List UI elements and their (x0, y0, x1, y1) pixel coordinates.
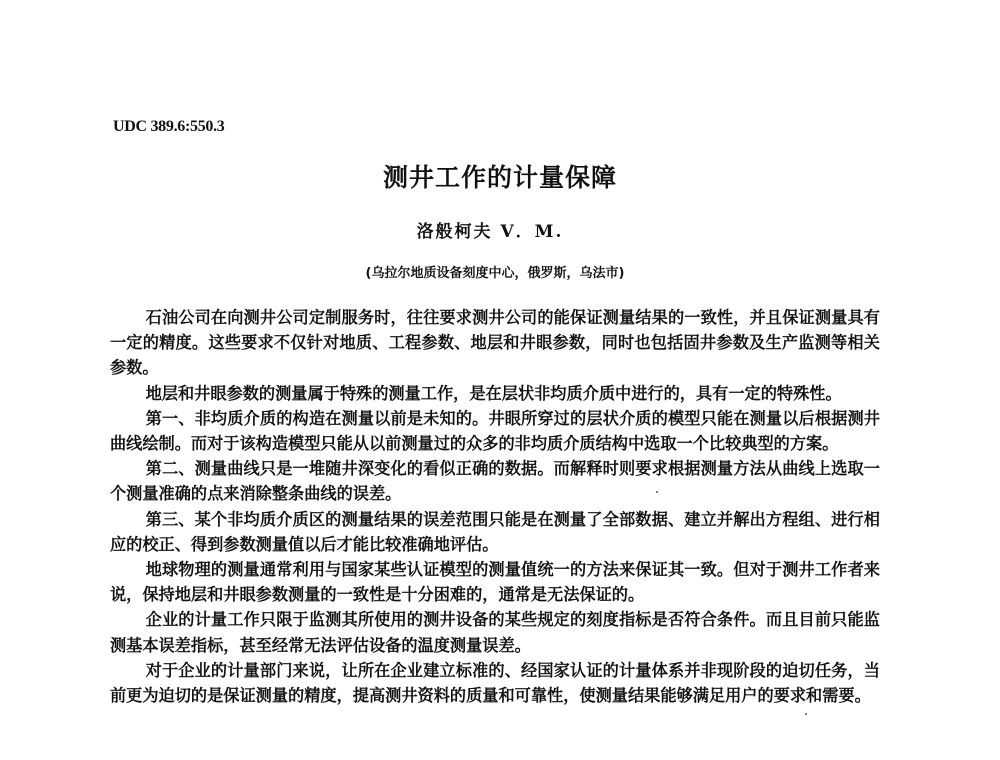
author-affiliation: (乌拉尔地质设备刻度中心，俄罗斯，乌法市) (365, 266, 625, 281)
paragraph: 第三、某个非均质介质区的测量结果的误差范围只能是在测量了全部数据、建立并解出方程组、进行相应的校正、得到参数测量值以后才能比较准确地评估。 (110, 509, 880, 554)
paragraph: 第二、测量曲线只是一堆随井深变化的看似正确的数据。而解释时则要求根据测量方法从曲线上选取一个测量准确的点来消除整条曲线的误差。 (110, 459, 880, 504)
paragraph: 企业的计量工作只限于监测其所使用的测井设备的某些规定的刻度指标是否符合条件。而且目前只能监测基本误差指标，甚至经常无法评估设备的温度测量误差。 (110, 610, 880, 655)
scan-speck (656, 491, 658, 493)
paragraph: 地球物理的测量通常利用与国家某些认证模型的测量值统一的方法来保证其一致。但对于测井工作者来说，保持地层和井眼参数测量的一致性是十分困难的，通常是无法保证的。 (110, 560, 880, 605)
scan-speck (805, 713, 807, 715)
article-body (110, 305, 880, 708)
paragraph: 第一、非均质介质的构造在测量以前是未知的。井眼所穿过的层状介质的模型只能在测量以后根据测井曲线绘制。而对于该构造模型只能从以前测量过的众多的非均质介质结构中选取一个比较典型的方案。 (110, 408, 880, 454)
udc-code: UDC 389.6:550.3 (113, 118, 225, 135)
paragraph: 石油公司在向测井公司定制服务时，往往要求测井公司的能保证测量结果的一致性，并且保证测量具有一定的精度。这些要求不仅针对地质、工程参数、地层和井眼参数，同时也包括固井参数及生产监测等相关参数。 (110, 308, 880, 378)
article-title: 测井工作的计量保障 (382, 163, 617, 192)
author-name: 洛般柯夫 V．M. (416, 222, 564, 242)
paragraph: 地层和井眼参数的测量属于特殊的测量工作，是在层状非均质介质中进行的，具有一定的特殊性。 (145, 383, 842, 403)
paragraph: 对于企业的计量部门来说，让所在企业建立标准的、经国家认证的计量体系并非现阶段的迫切任务，当前更为迫切的是保证测量的精度，提高测井资料的质量和可靠性，使测量结果能够满足用户的要求和需要。 (110, 660, 880, 706)
